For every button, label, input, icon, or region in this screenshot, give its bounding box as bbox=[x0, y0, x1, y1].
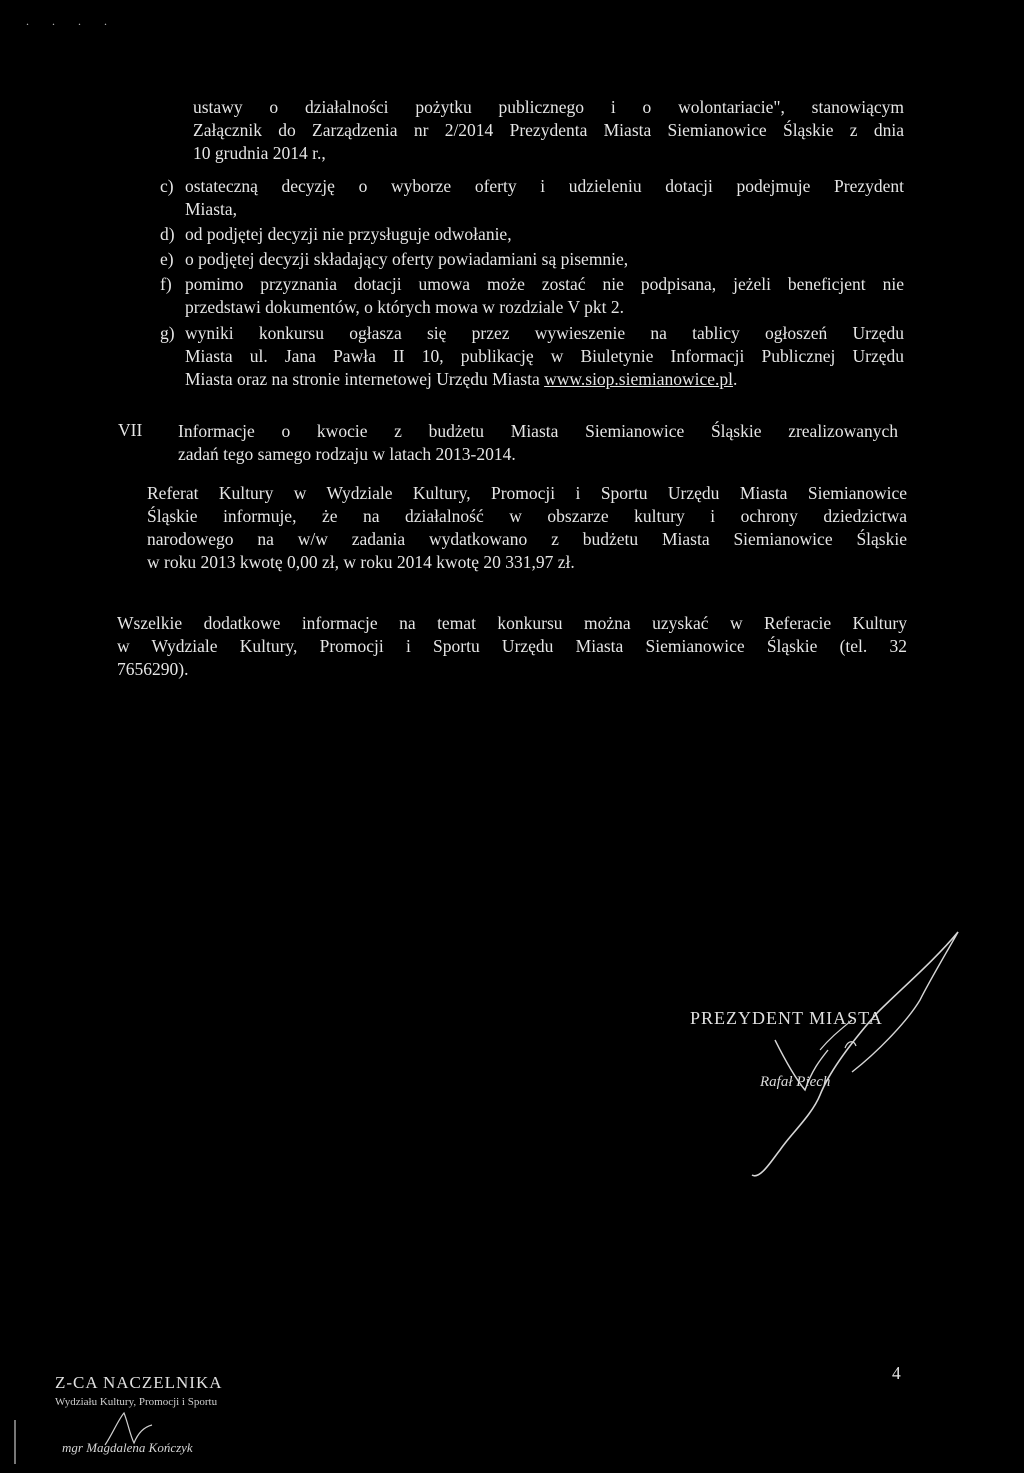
list-marker: e) bbox=[160, 249, 174, 269]
page-number: 4 bbox=[892, 1363, 901, 1383]
list-item-line: Miasta ul. Jana Pawła II 10, publikację w Biuletynie Informacji Publicznej Urzędu bbox=[185, 346, 904, 366]
deputy-stamp-title: Z-CA NACZELNIKA bbox=[55, 1373, 223, 1392]
list-item-e bbox=[160, 248, 904, 272]
list-marker: d) bbox=[160, 224, 175, 244]
stamp-edge-mark bbox=[14, 1420, 16, 1464]
president-stamp-name: Rafał Piech bbox=[760, 1074, 831, 1090]
website-link[interactable]: www.siop.siemianowice.pl bbox=[544, 369, 734, 389]
intro-line-last: 10 grudnia 2014 r., bbox=[193, 143, 326, 163]
president-signature bbox=[680, 920, 980, 1180]
deputy-stamp-name: mgr Magdalena Kończyk bbox=[62, 1440, 193, 1455]
paragraph-line-last: w roku 2013 kwotę 0,00 zł, w roku 2014 kwotę 20 331,97 zł. bbox=[147, 552, 575, 572]
intro-line: ustawy o działalności pożytku publicznego i o wolontariacie", stanowiącym bbox=[193, 97, 904, 117]
list-item-f bbox=[160, 273, 904, 321]
list-item-text: Miasta oraz na stronie internetowej Urzędu Miasta bbox=[185, 369, 545, 389]
paragraph-line: Referat Kultury w Wydziale Kultury, Promocji i Sportu Urzędu Miasta Siemianowice bbox=[147, 483, 907, 503]
list-item-line-last: od podjętej decyzji nie przysługuje odwołanie, bbox=[185, 224, 512, 244]
section-number: VII bbox=[118, 420, 143, 440]
budget-paragraph bbox=[147, 482, 907, 574]
list-item-line-last: o podjętej decyzji składający oferty powiadamiani są pisemnie, bbox=[185, 249, 629, 269]
paragraph-line: w Wydziale Kultury, Promocji i Sportu Urzędu Miasta Siemianowice Śląskie (tel. 32 bbox=[117, 636, 907, 656]
list-item-c bbox=[160, 175, 904, 223]
list-item-line: pomimo przyznania dotacji umowa może zostać nie podpisana, jeżeli beneficjent nie bbox=[185, 274, 904, 294]
paragraph-line-last: 7656290). bbox=[117, 659, 189, 679]
intro-line: Załącznik do Zarządzenia nr 2/2014 Prezydenta Miasta Siemianowice Śląskie z dnia bbox=[193, 120, 904, 140]
scan-speck: . . . . bbox=[26, 14, 117, 28]
paragraph-line: narodowego na w/w zadania wydatkowano z budżetu Miasta Siemianowice Śląskie bbox=[147, 529, 907, 549]
paragraph-line: Śląskie informuje, że na działalność w obszarze kultury i ochrony dziedzictwa bbox=[147, 506, 907, 526]
section-title-line-last: zadań tego samego rodzaju w latach 2013-2014. bbox=[178, 444, 516, 464]
deputy-stamp-dept: Wydziału Kultury, Promocji i Sportu bbox=[55, 1396, 218, 1408]
list-marker: g) bbox=[160, 323, 175, 343]
contact-paragraph bbox=[117, 612, 907, 681]
list-item-d bbox=[160, 223, 904, 247]
list-item-line: ostateczną decyzję o wyborze oferty i udzieleniu dotacji podejmuje Prezydent bbox=[185, 176, 904, 196]
list-marker: f) bbox=[160, 274, 172, 294]
list-item-line-last: przedstawi dokumentów, o których mowa w rozdziale V pkt 2. bbox=[185, 297, 625, 317]
list-item-line-last bbox=[185, 368, 904, 391]
intro-paragraph bbox=[193, 96, 904, 165]
section-title-line: Informacje o kwocie z budżetu Miasta Siemianowice Śląskie zrealizowanych bbox=[178, 421, 898, 441]
list-item-g bbox=[160, 322, 904, 394]
president-stamp-title: PREZYDENT MIASTA bbox=[690, 1008, 883, 1028]
list-item-line-last: Miasta, bbox=[185, 199, 238, 219]
list-marker: c) bbox=[160, 176, 174, 196]
list-item-line: wyniki konkursu ogłasza się przez wywieszenie na tablicy ogłoszeń Urzędu bbox=[185, 323, 904, 343]
section-title bbox=[178, 420, 898, 466]
paragraph-line: Wszelkie dodatkowe informacje na temat konkursu można uzyskać w Referacie Kultury bbox=[117, 613, 907, 633]
list-item-text: . bbox=[733, 369, 738, 389]
